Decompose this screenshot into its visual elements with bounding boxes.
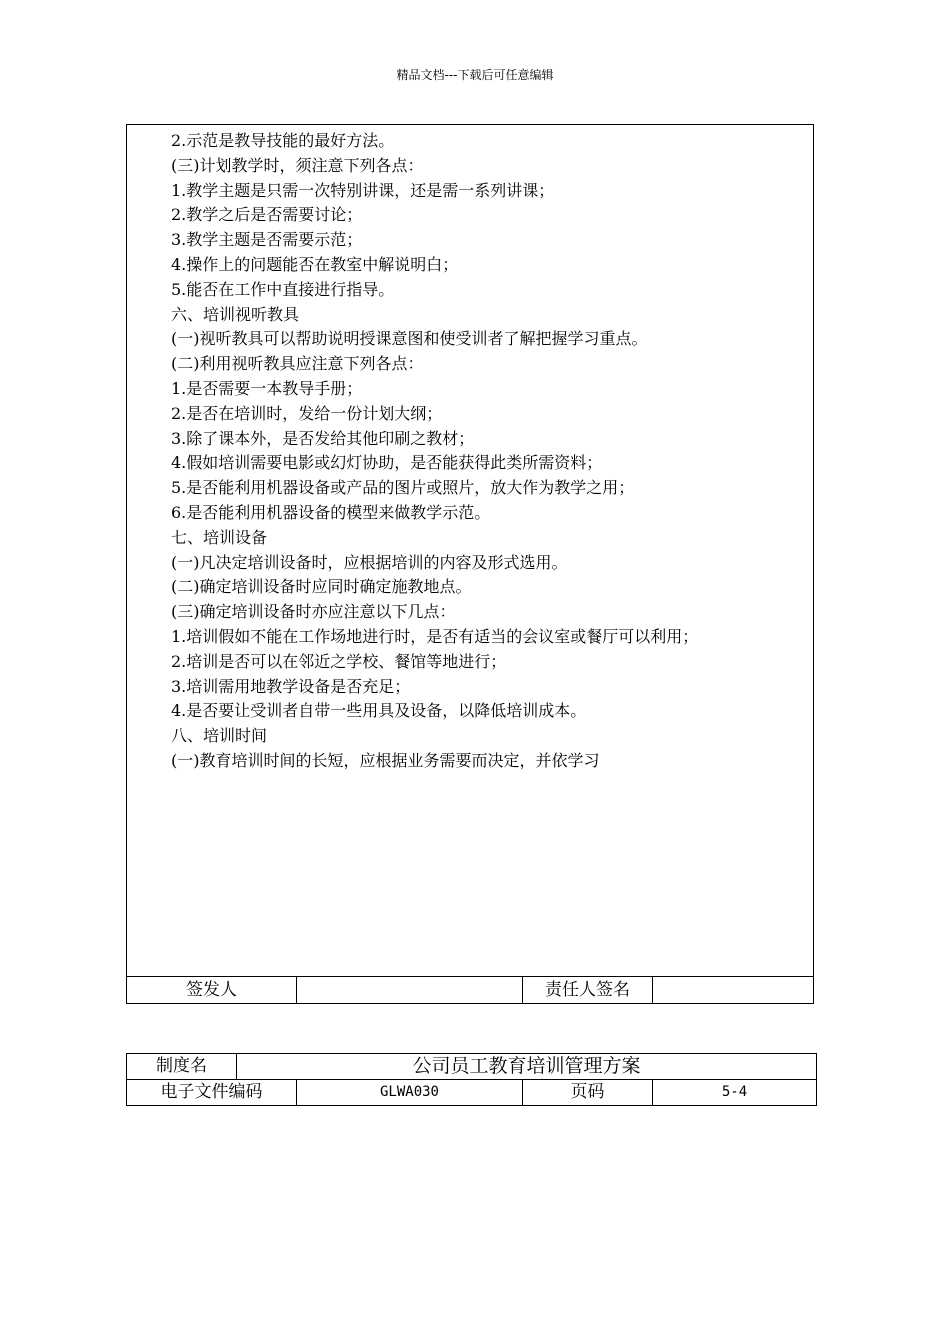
text-line: 2.是否在培训时，发给一份计划大纲；	[171, 403, 443, 423]
text-line: 八、培训时间	[171, 726, 268, 746]
file-code-label: 电子文件编码	[127, 1080, 297, 1106]
text-line: (一)教育培训时间的长短，应根据业务需要而决定，并依学习	[171, 750, 600, 770]
text-line: 1.培训假如不能在工作场地进行时，是否有适当的会议室或餐厅可以利用；	[171, 626, 699, 646]
text-line: 2.培训是否可以在邻近之学校、餐馆等地进行；	[171, 651, 507, 671]
signature-row	[127, 976, 813, 1003]
document-content	[171, 129, 809, 774]
page-number: 5-4	[653, 1080, 817, 1106]
text-line: (一)凡决定培训设备时，应根据培训的内容及形式选用。	[171, 552, 568, 572]
text-line: 2.示范是教导技能的最好方法。	[171, 131, 395, 150]
text-line: 六、培训视听教具	[171, 304, 300, 324]
text-line: 4.是否要让受训者自带一些用具及设备，以降低培训成本。	[171, 701, 587, 721]
text-line: 4.假如培训需要电影或幻灯协助，是否能获得此类所需资料；	[171, 453, 603, 473]
text-line: 七、培训设备	[171, 527, 268, 547]
issuer-field[interactable]	[297, 977, 523, 1003]
text-line: (二)利用视听教具应注意下列各点：	[171, 354, 424, 374]
document-footer-table	[126, 1053, 817, 1106]
text-line: 3.培训需用地教学设备是否充足；	[171, 676, 411, 696]
text-line: 2.教学之后是否需要讨论；	[171, 205, 363, 225]
text-line: 5.能否在工作中直接进行指导。	[171, 279, 395, 299]
text-line: (二)确定培训设备时应同时确定施教地点。	[171, 577, 472, 597]
text-line: 3.除了课本外，是否发给其他印刷之教材；	[171, 428, 475, 448]
footer-row-policy	[127, 1054, 817, 1080]
text-line: 4.操作上的问题能否在教室中解说明白；	[171, 254, 459, 274]
responsible-label: 责任人签名	[523, 977, 653, 1003]
text-line: 1.教学主题是只需一次特别讲课，还是需一系列讲课；	[171, 180, 555, 200]
text-line: (三)计划教学时，须注意下列各点：	[171, 155, 424, 175]
text-line: 1.是否需要一本教导手册；	[171, 378, 363, 398]
text-line: (三)确定培训设备时亦应注意以下几点：	[171, 602, 456, 622]
footer-row-code	[127, 1080, 817, 1106]
issuer-label: 签发人	[127, 977, 297, 1003]
header-note: 精品文档---下载后可任意编辑	[396, 68, 554, 82]
text-line: 5.是否能利用机器设备或产品的图片或照片，放大作为教学之用；	[171, 478, 635, 498]
page-label: 页码	[523, 1080, 653, 1106]
responsible-signature-field[interactable]	[653, 977, 813, 1003]
file-code-value: GLWA030	[297, 1080, 523, 1106]
policy-name: 公司员工教育培训管理方案	[237, 1054, 817, 1080]
document-body-box	[126, 124, 814, 1004]
text-line: (一)视听教具可以帮助说明授课意图和使受训者了解把握学习重点。	[171, 329, 648, 349]
text-line: 6.是否能利用机器设备的模型来做教学示范。	[171, 502, 491, 522]
policy-label: 制度名	[127, 1054, 237, 1080]
text-line: 3.教学主题是否需要示范；	[171, 230, 363, 250]
